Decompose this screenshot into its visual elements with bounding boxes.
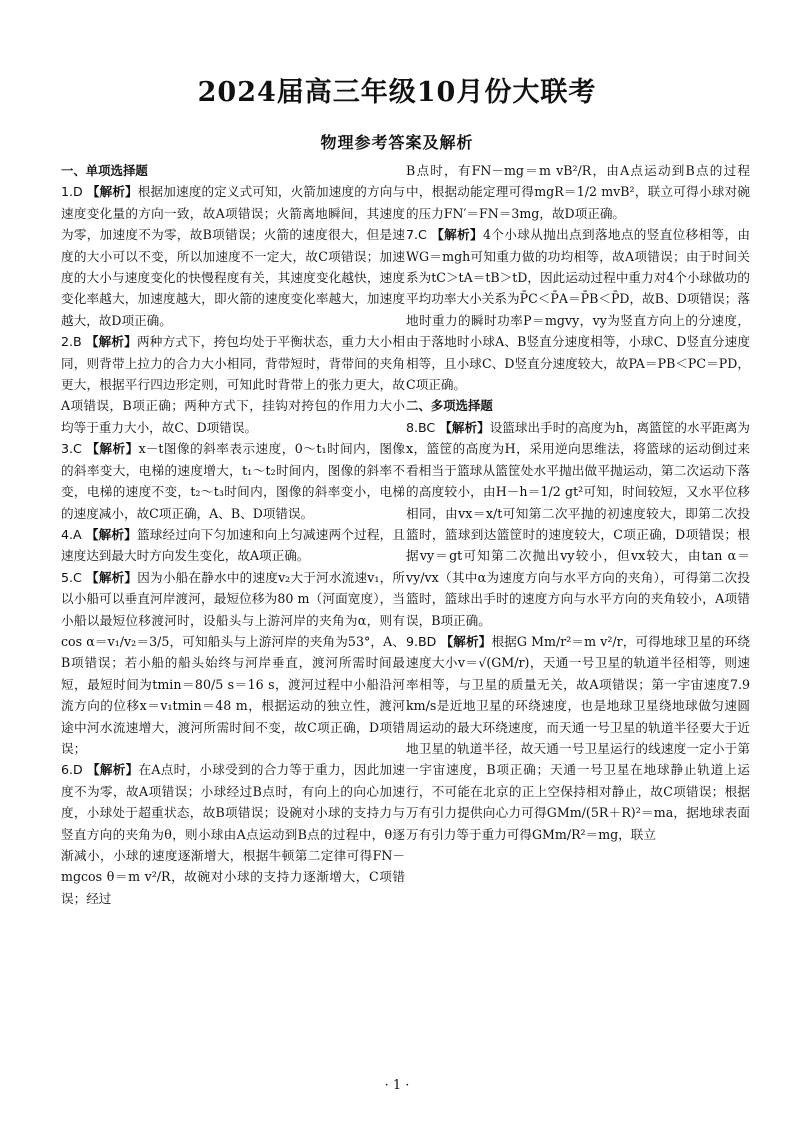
answer-number: 7.C — [406, 227, 432, 243]
section-heading-multi: 二、多项选择题 — [406, 398, 493, 414]
answer-text: B点时，有FN－mg＝m vB²/R，由A点运动到B点的过程中，根据动能定理可得mgR＝1/2 mvB²，联立可得小球对碗的压力FN′＝FN＝3mg，故D项正确。 — [406, 163, 750, 221]
answer-item-q8 — [406, 417, 750, 631]
answer-number: 2.B — [61, 334, 86, 350]
analysis-tag: 【解析】 — [86, 569, 138, 585]
page-number: · 1 · — [384, 1078, 410, 1093]
answer-number: 3.C — [61, 441, 87, 457]
answer-text: 设篮球出手时的高度为h，离篮筐的水平距离为x，篮筐的高度为H，采用逆向思维法，将篮球的运动倒过来看相当于篮球从篮筐处水平抛出做平抛运动，第二次运动下落的高度较小，由H－h＝1/2 gt²可知，时间较短，又水平位移相同，由vx＝x/t可知第二次平抛的初速度较大，即第二次投篮时，篮球到达篮筐时的速度较大，C项正确，D项错误；根据vy＝gt可知第二次抛出vy较小，但vx较大，由tan α＝vy/vx（其中α为速度方向与水平方向的夹角），可得第二次投篮时，篮球出手时的速度方向与水平方向的夹角较小，A项错误，B项正确。 — [406, 419, 750, 628]
answer-text: 两种方式下，挎包均处于平衡状态，重力大小相同，则背带上拉力的合力大小相同，背带短时，背带间的夹角更大，根据平行四边形定则，可知此时背带上的张力更大，故A项错误，B项正确；两种方式下，挂钩对挎包的作用力大小均等于重力大小，故C、D项错误。 — [61, 334, 405, 435]
analysis-tag: 【解析】 — [85, 334, 137, 350]
answer-number: 1.D — [61, 184, 87, 200]
answer-item-q4 — [61, 524, 405, 567]
answer-item-q1 — [61, 181, 405, 331]
analysis-tag: 【解析】 — [439, 419, 490, 435]
answer-text: 根据G Mm/r²＝m v²/r，可得地球卫星的环绕速度大小v＝√(GM/r)，天通一号卫星的轨道半径相等，则速率相等，与卫星的质量无关，故A项错误；第一宇宙速度7.9 km/s是近地卫星的环绕速度，也是地球卫星绕地球做匀速圆周运动的最大环绕速度，而天通一号卫星的轨道半径要大于近地卫星的轨道半径，故天通一号卫星运行的线速度一定小于第一宇宙速度，B项正确；天通一号卫星在地球静止轨道上运行，不可能在北京的正上空保持相对静止，故C项错误；根据万有引力提供向心力可得GMm/(5R＋R)²＝ma，据地球表面万有引力等于重力可得GMm/R²＝mg，联立 — [406, 633, 750, 842]
answer-number: 8.BC — [406, 419, 440, 435]
analysis-tag: 【解析】 — [87, 762, 139, 778]
page-title: 2024届高三年级10月份大联考 — [197, 77, 597, 108]
answer-item-q9 — [406, 631, 750, 845]
right-answer-list — [406, 160, 750, 845]
analysis-tag: 【解析】 — [431, 227, 483, 243]
answer-number: 4.A — [61, 526, 86, 542]
answer-item-q5 — [61, 567, 405, 760]
answer-text: 篮球经过向下匀加速和向上匀减速两个过程，且速度达到最大时方向发生变化，故A项正确。 — [61, 526, 406, 564]
analysis-tag: 【解析】 — [85, 526, 137, 542]
left-answer-list — [61, 181, 405, 909]
left-column — [61, 160, 405, 909]
answer-text: 4个小球从抛出点到落地点的竖直位移相等，由WG＝mgh可知重力做的功均相等，故A项错误；由于时间关系为tC＞tA＝tB＞tD，因此运动过程中重力对4个小球做功的平均功率大小关系为P̄C＜P̄A＝P̄B＜P̄D，故B、D项错误；落地时重力的瞬时功率P＝mgvy，vy为竖直方向上的分速度，由于落地时小球A、B竖直分速度相等，小球C、D竖直分速度相等，且小球C、D竖直分速度较大，故PA＝PB＜PC＝PD，C项正确。 — [406, 227, 751, 393]
analysis-tag: 【解析】 — [86, 441, 139, 457]
right-column — [406, 160, 750, 845]
answer-text: 在A点时，小球受到的合力等于重力，因此加速度不为零，故A项错误；小球经过B点时，有向上的向心加速度，小球处于超重状态，故B项错误；设碗对小球的支持力与竖直方向的夹角为θ，则小球由A点运动到B点的过程中，θ逐渐减小，小球的速度逐渐增大，根据牛顿第二定律可得FN－mgcos θ＝m v²/R，故碗对小球的支持力逐渐增大，C项错误；经过 — [61, 762, 405, 906]
answer-number: 6.D — [61, 762, 87, 778]
analysis-tag: 【解析】 — [440, 633, 492, 649]
answer-text: x－t图像的斜率表示速度，0～t₁时间内，图像的斜率变大，电梯的速度增大，t₁～t₂时间内，图像的斜率不变，电梯的速度不变，t₂～t₃时间内，图像的斜率变小，电梯的速度减小，故C项正确，A、B、D项错误。 — [61, 441, 406, 521]
section-heading-single: 一、单项选择题 — [61, 163, 148, 178]
answer-item-q2 — [61, 331, 405, 438]
answer-number: 9.BD — [406, 633, 441, 649]
answer-item-q3 — [61, 438, 405, 524]
answer-item-q7 — [406, 224, 750, 395]
analysis-tag: 【解析】 — [86, 184, 138, 200]
answer-item-q6 — [61, 759, 405, 909]
answer-text: 根据加速度的定义式可知，火箭加速度的方向与速度变化量的方向一致，故A项错误；火箭离地瞬间，其速度为零，加速度不为零，故B项错误；火箭的速度很大，但是速度的大小可以不变，所以加速度不一定大，故C项错误；加速度的大小与速度变化的快慢程度有关，其速度变化越快，速度变化率越大，加速度越大，即火箭的速度变化率越大，加速度越大，故D项正确。 — [61, 184, 406, 328]
page-subtitle: 物理参考答案及解析 — [320, 133, 474, 152]
answer-item-q6b — [406, 160, 750, 224]
answer-text: 因为小船在静水中的速度v₂大于河水流速v₁，所以小船可以垂直河岸渡河，最短位移为80 m（河面宽度），当小船以最短位移渡河时，设船头与上游河岸的夹角为α，则有cos α＝v₁/v₂＝3/5，可知船头与上游河岸的夹角为53°，A、B项错误；若小船的船头始终与河岸垂直，渡河所需时间最短，最短时间为tmin＝80/5 s＝16 s，渡河过程中小船沿河流方向的位移x＝v₁tmin＝48 m，根据运动的独立性，渡河途中河水流速增大，渡河所需时间不变，故C项正确，D项错误； — [61, 569, 406, 756]
answer-number: 5.C — [61, 569, 87, 585]
